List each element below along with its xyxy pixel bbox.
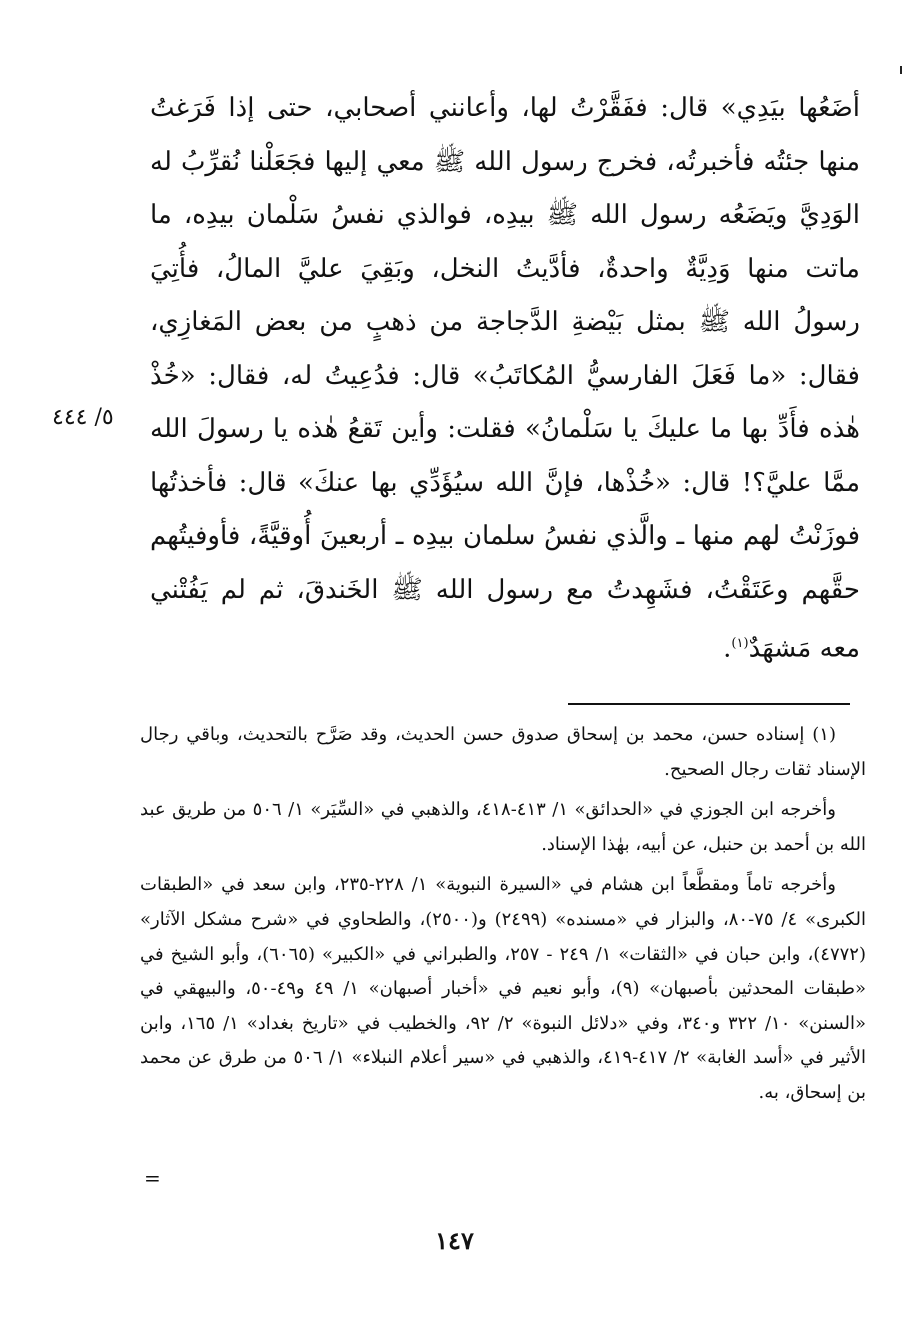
- main-paragraph: [150, 82, 860, 676]
- main-text-body: [150, 82, 860, 676]
- edge-tick-mark: [900, 66, 902, 74]
- footnote-paragraph-1: (١) إسناده حسن، محمد بن إسحاق صدوق حسن الحديث، وقد صَرَّح بالتحديث، وباقي رجال الإسناد ثقات رجال الصحيح.: [140, 724, 866, 780]
- margin-volume-page-ref: ٥/ ٤٤٤: [52, 405, 114, 430]
- paragraph-end: .: [723, 633, 732, 664]
- footnote-paragraph-2: وأخرجه ابن الجوزي في «الحدائق» ١/ ٤١٣-٤١٨، والذهبي في «السِّيَر» ١/ ٥٠٦ من طريق عبد الله بن أحمد بن حنبل، عن أبيه، بهٰذا الإسناد.: [140, 799, 866, 855]
- page-number: ١٤٧: [435, 1226, 474, 1255]
- footnote-separator-line: [568, 703, 850, 705]
- footnote-marker: (١): [731, 636, 749, 651]
- footnotes-section: [140, 718, 866, 1111]
- main-paragraph-text: أضَعُها بيَدِي» قال: ففَقَّرْتُ لها، وأعانني أصحابي، حتى إذا فَرَغتُ منها جئتُه فأخبرتُه، فخرج رسول الله ﷺ معي إليها فجَعَلْنا نُقرِّبُ له الوَدِيَّ ويَضَعُه رسول الله ﷺ بيدِه، فوالذي نفسُ سَلْمان بيدِه، ما ماتت منها وَدِيَّةٌ واحدةٌ، فأدَّيتُ النخل، وبَقِيَ عليَّ المالُ، فأُتِيَ رسولُ الله ﷺ بمثل بَيْضةِ الدَّجاجة من ذهبٍ من بعض المَغازِي، فقال: «ما فَعَلَ الفارسيُّ المُكاتَبُ» قال: فدُعِيتُ له، فقال: «خُذْ هٰذه فأَدِّ بها ما عليكَ يا سَلْمانُ» فقلت: وأين تَقعُ هٰذه يا رسولَ الله ممَّا عليَّ؟! قال: «خُذْها، فإنَّ الله سيُؤَدِّي بها عنكَ» قال: فأخذتُها فوزَنْتُ لهم منها ـ والَّذي نفسُ سلمان بيدِه ـ أربعينَ أُوقيَّةً، فأوفيتُهم حقَّهم وعَتَقْتُ، فشَهِدتُ مع رسول الله ﷺ الخَندقَ، ثم لم يَفُتْني معه مَشهَدٌ: [150, 93, 860, 664]
- footnote-paragraph-3: وأخرجه تاماً ومقطَّعاً ابن هشام في «السيرة النبوية» ١/ ٢٢٨-٢٣٥، وابن سعد في «الطبقات الكبرى» ٤/ ٧٥-٨٠، والبزار في «مسنده» (٢٤٩٩) و(٢٥٠٠)، والطحاوي في «شرح مشكل الآثار» (٤٧٧٢)، وابن حبان في «الثقات» ١/ ٢٤٩ - ٢٥٧، والطبراني في «الكبير» (٦٠٦٥)، وأبو الشيخ في «طبقات المحدثين بأصبهان» (٩)، وأبو نعيم في «أخبار أصبهان» ١/ ٤٩ و٤٩-٥٠، والبيهقي في «السنن» ١٠/ ٣٢٢ و٣٤٠، وفي «دلائل النبوة» ٢/ ٩٢، والخطيب في «تاريخ بغداد» ١/ ١٦٥، وابن الأثير في «أسد الغابة» ٢/ ٤١٧-٤١٩، والذهبي في «سير أعلام النبلاء» ١/ ٥٠٦ من طرق عن محمد بن إسحاق، به.: [140, 874, 867, 1103]
- continuation-mark: =: [144, 1166, 161, 1190]
